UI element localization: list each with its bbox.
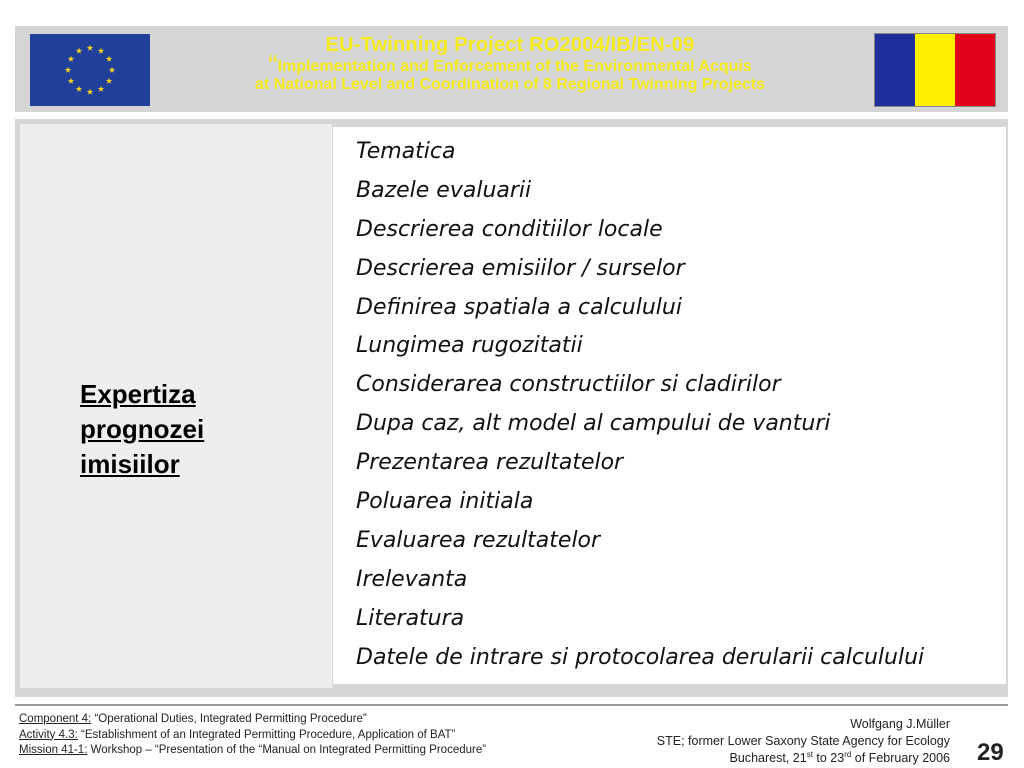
eu-flag-icon: [30, 34, 150, 106]
footer-component: [19, 712, 619, 728]
footer-date-prefix: Bucharest, 21: [729, 751, 807, 765]
section-title-line3: imisiilor: [80, 449, 180, 479]
section-title-line1: Expertiza: [80, 379, 196, 409]
ro-flag-stripe-yellow: [915, 34, 955, 106]
topics-list: [356, 133, 924, 677]
header-title-block: [140, 34, 880, 94]
topic-item: Tematica: [356, 139, 456, 164]
footer-date-suffix: of February 2006: [851, 751, 950, 765]
eu-flag-graphic: [30, 34, 150, 106]
footer-author-info: [550, 716, 950, 767]
topic-item: Definirea spatiala a calculului: [356, 294, 682, 320]
topic-item: Irelevanta: [356, 566, 468, 592]
topic-item: Datele de intrare si protocolarea derularii calculului: [356, 644, 925, 670]
topic-item: Prezentarea rezultatelor: [356, 450, 624, 476]
footer-date: [550, 750, 950, 767]
header-subtitle-line2: at National Level and Coordination of 8 Regional Twinning Projects: [255, 76, 765, 93]
header-quote-mark: “: [268, 49, 278, 80]
header-project-title: EU-Twinning Project RO2004/IB/EN-09: [325, 34, 695, 56]
footer-divider: [15, 704, 1008, 706]
topic-item: Evaluarea rezultatelor: [356, 527, 601, 553]
footer-activity-value: “Establishment of an Integrated Permitting Procedure, Application of BAT”: [77, 728, 456, 741]
topic-item: Descrierea conditiilor locale: [356, 216, 663, 242]
footer-mission: [19, 743, 619, 759]
footer-date-mid: to 23: [812, 751, 845, 765]
topic-item: Lungimea rugozitatii: [356, 333, 583, 359]
topic-item: Literatura: [356, 605, 465, 631]
ro-flag-stripe-blue: [875, 34, 915, 106]
romania-flag-icon: [874, 33, 996, 107]
section-title: [80, 377, 320, 482]
topics-panel: [333, 127, 1006, 684]
footer-date-sup1: st: [806, 749, 813, 759]
topic-item: Bazele evaluarii: [356, 177, 532, 203]
footer-date-sup2: rd: [844, 749, 852, 759]
header-subtitle-line1: [140, 49, 880, 80]
footer-component-value: “Operational Duties, Integrated Permitting Procedure”: [91, 713, 367, 725]
footer-activity: [19, 728, 619, 744]
footer-mission-value: Workshop – “Presentation of the “Manual on Integrated Permitting Procedure”: [87, 744, 487, 756]
footer-organization: STE; former Lower Saxony State Agency for Ecology: [656, 734, 950, 748]
topic-item: Descrierea emisiilor / surselor: [356, 255, 685, 281]
topic-item: Poluarea initiala: [356, 489, 534, 515]
header-subtitle-text: Implementation and Enforcement of the Environmental Acquis: [277, 58, 752, 75]
topic-item: Considerarea constructiilor si cladirilor: [356, 372, 781, 398]
footer-project-info: [19, 712, 619, 759]
topic-item: Dupa caz, alt model al campului de vanturi: [356, 411, 831, 437]
footer-activity-key: Activity 4.3:: [19, 728, 78, 741]
footer-component-key: Component 4:: [19, 713, 92, 725]
section-title-line2: prognozei: [80, 414, 205, 444]
ro-flag-stripe-red: [955, 34, 995, 106]
page-number: 29: [977, 739, 1004, 766]
footer-mission-key: Mission 41-1:: [19, 744, 88, 756]
footer-author: Wolfgang J.Müller: [850, 717, 950, 731]
